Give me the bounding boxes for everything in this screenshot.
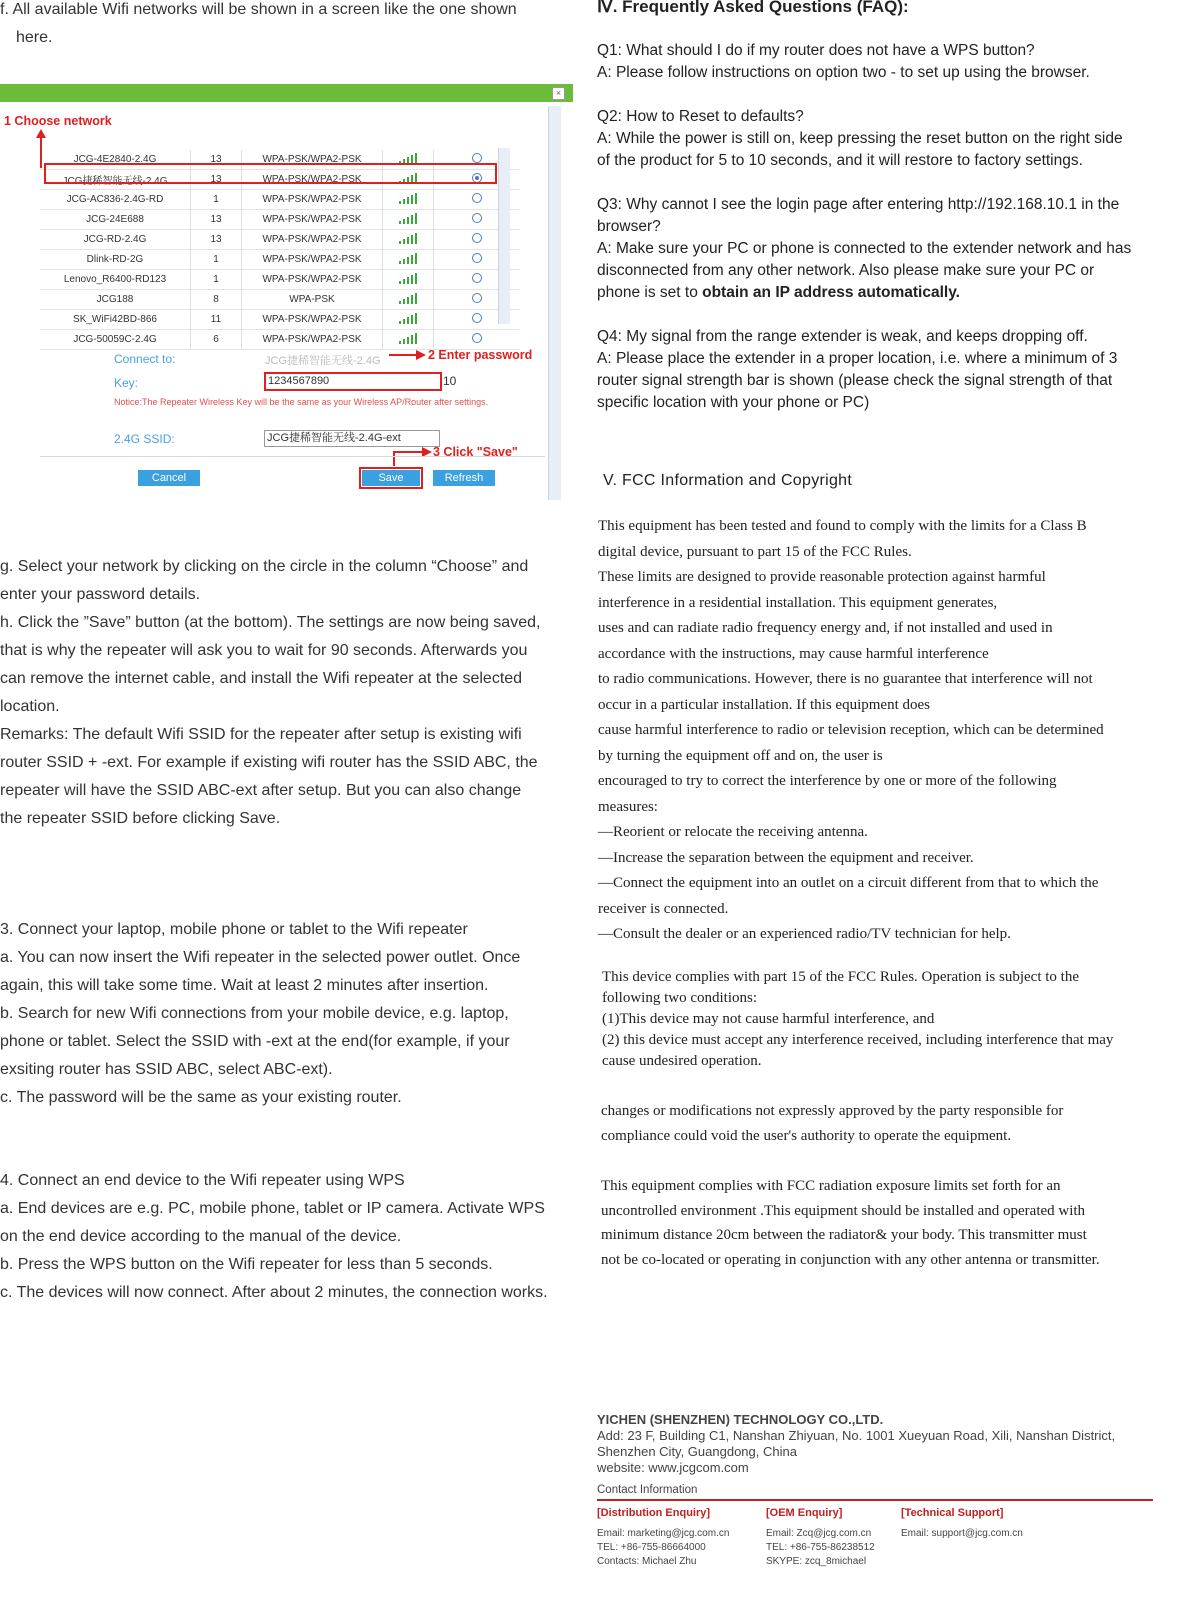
choose-radio[interactable] [472, 313, 482, 323]
signal-strength-icon [383, 270, 434, 290]
faq-section [597, 0, 1177, 414]
step-3-text [0, 916, 575, 1112]
fcc-line: —Reorient or relocate the receiving antenna. [598, 824, 868, 840]
signal-strength-icon [383, 330, 434, 350]
instruction-line: phone or tablet. Select the SSID with -ext at the end(for example, if your [0, 1033, 510, 1050]
network-channel: 13 [191, 210, 242, 230]
network-ssid: JCG-4E2840-2.4G [40, 150, 191, 170]
part15-body [602, 967, 1182, 1072]
faq-a3-text: phone is set to [597, 284, 703, 301]
enter-password-callout: 2 Enter password [428, 348, 533, 362]
tech-email[interactable]: Email: support@jcg.com.cn [901, 1528, 1023, 1539]
company-name: YICHEN (SHENZHEN) TECHNOLOGY CO.,LTD. [597, 1412, 884, 1427]
instruction-line: 4. Connect an end device to the Wifi repeater using WPS [0, 1172, 405, 1189]
dist-email[interactable]: Email: marketing@jcg.com.cn [597, 1528, 730, 1539]
network-ssid: Dlink-RD-2G [40, 250, 191, 270]
instruction-line: can remove the internet cable, and install the Wifi repeater at the selected [0, 670, 523, 687]
network-ssid: JCG-AC836-2.4G-RD [40, 190, 191, 210]
instruction-line: location. [0, 698, 60, 715]
part15-line: (2) this device must accept any interference received, including interference that may [602, 1032, 1114, 1048]
instruction-line: on the end device according to the manual of the device. [0, 1228, 402, 1245]
faq-a2: of the product for 5 to 10 seconds, and it will restore to factory settings. [597, 152, 1083, 169]
instruction-line: b. Search for new Wifi connections from your mobile device, e.g. laptop, [0, 1005, 509, 1022]
choose-radio[interactable] [472, 293, 482, 303]
network-security: WPA-PSK/WPA2-PSK [242, 250, 383, 270]
company-website: website: www.jcgcom.com [597, 1460, 749, 1475]
key-length: 10 [443, 374, 457, 388]
instruction-line: again, this will take some time. Wait at least 2 minutes after insertion. [0, 977, 489, 994]
signal-strength-icon [383, 290, 434, 310]
part15-line: cause undesired operation. [602, 1053, 762, 1069]
instruction-line: that is why the repeater will ask you to wait for 90 seconds. Afterwards you [0, 642, 528, 659]
rf-line: uncontrolled environment .This equipment should be installed and operated with [601, 1202, 1086, 1219]
network-security: WPA-PSK/WPA2-PSK [242, 150, 383, 170]
instruction-line: a. End devices are e.g. PC, mobile phone, tablet or IP camera. Activate WPS [0, 1200, 545, 1217]
fcc-line: These limits are designed to provide reasonable protection against harmful [598, 569, 1046, 585]
fcc-line: —Connect the equipment into an outlet on a circuit different from that to which the [598, 875, 1099, 891]
part15-line: following two conditions: [602, 990, 757, 1006]
fcc-line: This equipment has been tested and found to comply with the limits for a Class B [598, 518, 1087, 534]
dist-contact: Contacts: Michael Zhu [597, 1556, 697, 1567]
table-row[interactable] [40, 310, 520, 330]
network-channel: 13 [191, 170, 242, 190]
fcc-line: occur in a particular installation. If this equipment does [598, 696, 930, 713]
network-ssid: SK_WiFi42BD-866 [40, 310, 191, 330]
technical-support-tag: [Technical Support] [901, 1507, 1004, 1519]
choose-radio[interactable] [472, 153, 482, 163]
table-row[interactable] [40, 190, 520, 210]
step-g-h-text [0, 553, 575, 833]
click-save-callout: 3 Click "Save" [433, 445, 518, 459]
fcc-line: to radio communications. However, there is no guarantee that interference will not [598, 671, 1093, 687]
distribution-contact [597, 1527, 729, 1569]
refresh-button[interactable]: Refresh [433, 470, 495, 486]
instruction-line: a. You can now insert the Wifi repeater in the selected power outlet. Once [0, 949, 521, 966]
network-ssid: JCG-24E688 [40, 210, 191, 230]
fcc-line: cause harmful interference to radio or television reception, which can be determined [598, 722, 1104, 738]
network-security: WPA-PSK/WPA2-PSK [242, 190, 383, 210]
signal-bars-icon [399, 232, 417, 244]
network-ssid: JCG188 [40, 290, 191, 310]
network-security: WPA-PSK/WPA2-PSK [242, 230, 383, 250]
instruction-line: Remarks: The default Wifi SSID for the repeater after setup is existing wifi [0, 726, 522, 743]
signal-strength-icon [383, 310, 434, 330]
network-channel: 8 [191, 290, 242, 310]
divider [40, 456, 545, 457]
ssid-input[interactable]: JCG捷稀智能无线-2.4G-ext [264, 430, 440, 447]
company-footer [597, 1412, 1177, 1476]
connect-to-value: JCG捷稀智能无线-2.4G [265, 355, 381, 367]
part15-line: This device complies with part 15 of the FCC Rules. Operation is subject to the [602, 969, 1080, 985]
key-label: Key: [114, 376, 139, 390]
instruction-line: router SSID + -ext. For example if existing wifi router has the SSID ABC, the [0, 754, 538, 771]
table-row[interactable] [40, 210, 520, 230]
choose-radio[interactable] [472, 253, 482, 263]
part15-line: (1)This device may not cause harmful interference, and [602, 1011, 935, 1027]
oem-skype: SKYPE: zcq_8michael [766, 1556, 867, 1567]
fcc-line: digital device, pursuant to part 15 of the FCC Rules. [598, 543, 912, 560]
instruction-line: the repeater SSID before clicking Save. [0, 810, 281, 827]
signal-bars-icon [399, 292, 417, 304]
choose-radio[interactable] [472, 213, 482, 223]
faq-q1: Q1: What should I do if my router does not have a WPS button? [597, 42, 1035, 59]
choose-network-callout: 1 Choose network [4, 114, 112, 128]
fcc-line: by turning the equipment off and on, the user is [598, 747, 883, 764]
oem-email[interactable]: Email: Zcq@jcg.com.cn [766, 1528, 872, 1539]
table-row[interactable] [40, 270, 520, 290]
fcc-line: accordance with the instructions, may cause harmful interference [598, 645, 989, 662]
table-row[interactable] [40, 250, 520, 270]
network-security: WPA-PSK [242, 290, 383, 310]
instruction-line: exsiting router has SSID ABC, select ABC-ext). [0, 1061, 333, 1078]
fcc-line: measures: [598, 798, 658, 815]
changes-line: changes or modifications not expressly approved by the party responsible for [601, 1103, 1064, 1119]
faq-title: Ⅳ. Frequently Asked Questions (FAQ): [597, 0, 909, 16]
rf-line: minimum distance 20cm between the radiator& your body. This transmitter must [601, 1227, 1087, 1243]
contact-info-label: Contact Information [597, 1484, 698, 1496]
wifi-setup-screenshot [0, 84, 573, 506]
network-channel: 13 [191, 230, 242, 250]
choose-radio[interactable] [472, 233, 482, 243]
step-f-text [0, 0, 575, 52]
network-security: WPA-PSK/WPA2-PSK [242, 170, 383, 190]
table-row[interactable] [40, 290, 520, 310]
window-titlebar [0, 84, 573, 102]
connect-to-label: Connect to: [114, 352, 176, 366]
network-security: WPA-PSK/WPA2-PSK [242, 330, 383, 350]
network-channel: 1 [191, 250, 242, 270]
table-row[interactable] [40, 230, 520, 250]
oem-enquiry-tag: [OEM Enquiry] [766, 1507, 843, 1519]
instruction-line: 3. Connect your laptop, mobile phone or tablet to the Wifi repeater [0, 921, 468, 938]
network-ssid: Lenovo_R6400-RD123 [40, 270, 191, 290]
distribution-enquiry-tag: [Distribution Enquiry] [597, 1507, 711, 1519]
changes-body [601, 1099, 1181, 1148]
network-security: WPA-PSK/WPA2-PSK [242, 310, 383, 330]
faq-q2: Q2: How to Reset to defaults? [597, 108, 804, 125]
network-ssid: JCG-50059C-2.4G [40, 330, 191, 350]
tech-contact [901, 1527, 1023, 1541]
faq-a1: A: Please follow instructions on option two - to set up using the browser. [597, 64, 1090, 81]
signal-bars-icon [399, 252, 417, 264]
choose-cell [434, 330, 521, 350]
fcc-line: receiver is connected. [598, 900, 729, 917]
faq-a4: specific location with your phone or PC) [597, 394, 870, 411]
faq-a3 [597, 282, 1177, 304]
fcc-line: —Increase the separation between the equipment and receiver. [598, 849, 974, 866]
table-row[interactable] [40, 330, 520, 350]
step-4-text [0, 1167, 580, 1307]
network-channel: 1 [191, 190, 242, 210]
instruction-line: enter your password details. [0, 586, 201, 603]
rf-line: This equipment complies with FCC radiation exposure limits set forth for an [601, 1178, 1061, 1194]
step-f-line: here. [16, 29, 53, 46]
faq-q3: Q3: Why cannot I see the login page after entering http://192.168.10.1 in the [597, 196, 1120, 213]
oem-contact [766, 1527, 875, 1569]
close-icon[interactable]: × [552, 87, 565, 100]
cancel-button[interactable]: Cancel [138, 470, 200, 486]
signal-bars-icon [399, 192, 417, 204]
fcc-line: interference in a residential installation. This equipment generates, [598, 594, 998, 611]
signal-strength-icon [383, 230, 434, 250]
rf-exposure-body [601, 1174, 1181, 1272]
network-channel: 13 [191, 150, 242, 170]
instruction-line: c. The devices will now connect. After about 2 minutes, the connection works. [0, 1284, 548, 1301]
faq-q3: browser? [597, 218, 661, 235]
signal-bars-icon [399, 272, 417, 284]
dist-tel: TEL: +86-755-86664000 [597, 1542, 706, 1553]
choose-radio[interactable] [472, 273, 482, 283]
network-ssid: JCG捷稀智能无线-2.4G [40, 170, 191, 190]
key-input[interactable]: 1234567890 [264, 372, 442, 391]
callout-arrow-icon [388, 348, 428, 362]
faq-a3: A: Make sure your PC or phone is connected to the extender network and has [597, 240, 1132, 257]
faq-q4: Q4: My signal from the range extender is weak, and keeps dropping off. [597, 328, 1088, 345]
company-address: Shenzhen City, Guangdong, China [597, 1444, 797, 1459]
signal-strength-icon [383, 210, 434, 230]
signal-strength-icon [383, 250, 434, 270]
fcc-line: uses and can radiate radio frequency energy and, if not installed and used in [598, 620, 1053, 636]
company-address: Add: 23 F, Building C1, Nanshan Zhiyuan, No. 1001 Xueyuan Road, Xili, Nanshan District, [597, 1428, 1116, 1443]
choose-radio[interactable] [472, 193, 482, 203]
divider [597, 1499, 1153, 1501]
signal-bars-icon [399, 332, 417, 344]
save-button[interactable]: Save [362, 470, 420, 486]
fcc-title: V. FCC Information and Copyright [603, 472, 853, 489]
network-security: WPA-PSK/WPA2-PSK [242, 270, 383, 290]
signal-bars-icon [399, 312, 417, 324]
faq-a2: A: While the power is still on, keep pressing the reset button on the right side [597, 130, 1123, 147]
window-scrollbar[interactable] [548, 106, 561, 500]
faq-a4: A: Please place the extender in a proper location, i.e. where a minimum of 3 [597, 350, 1118, 367]
notice-text: Notice:The Repeater Wireless Key will be the same as your Wireless AP/Router after settings. [114, 397, 489, 407]
instruction-line: h. Click the ”Save” button (at the bottom). The settings are now being saved, [0, 614, 541, 631]
instruction-line: g. Select your network by clicking on the circle in the column “Choose” and [0, 558, 529, 575]
fcc-line: —Consult the dealer or an experienced radio/TV technician for help. [598, 926, 1011, 942]
instruction-line: repeater will have the SSID ABC-ext after setup. But you can also change [0, 782, 522, 799]
instruction-line: b. Press the WPS button on the Wifi repeater for less than 5 seconds. [0, 1256, 493, 1273]
faq-a3-bold: obtain an IP address automatically. [702, 284, 960, 301]
network-channel: 11 [191, 310, 242, 330]
network-security: WPA-PSK/WPA2-PSK [242, 210, 383, 230]
changes-line: compliance could void the user's authority to operate the equipment. [601, 1127, 1012, 1144]
ssid-label: 2.4G SSID: [114, 432, 175, 446]
choose-radio[interactable] [472, 333, 482, 343]
selected-network-highlight [44, 163, 497, 184]
rf-line: not be co-located or operating in conjunction with any other antenna or transmitter. [601, 1251, 1100, 1268]
table-scrollbar[interactable] [498, 148, 510, 324]
fcc-body [598, 514, 1178, 948]
network-channel: 6 [191, 330, 242, 350]
instruction-line: c. The password will be the same as your existing router. [0, 1089, 402, 1106]
fcc-line: encouraged to try to correct the interference by one or more of the following [598, 773, 1057, 789]
network-ssid: JCG-RD-2.4G [40, 230, 191, 250]
faq-a4: router signal strength bar is shown (please check the signal strength of that [597, 372, 1113, 389]
oem-tel: TEL: +86-755-86238512 [766, 1542, 875, 1553]
signal-bars-icon [399, 212, 417, 224]
signal-strength-icon [383, 190, 434, 210]
faq-a3: disconnected from any other network. Also please make sure your PC or [597, 262, 1095, 279]
step-f-line: f. All available Wifi networks will be shown in a screen like the one shown [0, 1, 517, 18]
network-channel: 1 [191, 270, 242, 290]
